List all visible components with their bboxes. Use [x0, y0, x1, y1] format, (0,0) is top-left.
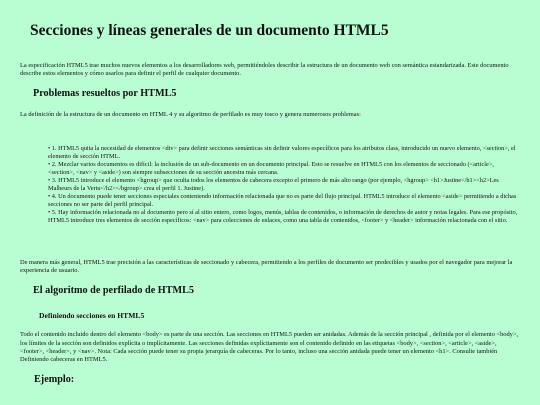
closing-paragraph: De manera más general, HTML5 trae precisión a las características de seccionado y cabecera, permitiendo a los perfiles de documento ser predecibles y usados por el navegador para mejorar la experiencia de usuario. [20, 259, 513, 275]
section-heading-problems: Problemas resueltos por HTML5 [33, 88, 177, 100]
list-item-text: 3. HTML5 introduce el elemento <hgroup> que oculta todos los elementos de cabecera excepto el primero de más alto rango (por ejemplo, <hgroup> <h1>Justine</h1><h2>Les Malheurs de la Vertu</h2></hgroup> crea el perfil 1. Justine). [48, 177, 499, 193]
list-item: • 5. Hay información relacionada no al documento pero sí al sitio entero, como logos, menús, tablas de contenidos, o información de derechos de autor y notas legales. Para ese propósito, HTML5 introduce tres elementos de sección específicos: <nav> para colecciones de enlaces, como una tabla de contenidos, <footer> y <header> información relacionada con el sitio. [48, 209, 518, 225]
subsection-heading-defining-sections: Definiendo secciones en HTML5 [39, 311, 145, 321]
problems-paragraph: La definición de la estructura de un documento en HTML 4 y su algoritmo de perfilado es muy tosco y genera numerosos problemas: [20, 111, 361, 119]
section-heading-example: Ejemplo: [34, 373, 75, 385]
page-title: Secciones y líneas generales de un documento HTML5 [30, 22, 389, 39]
list-item: • 1. HTML5 quita la necesidad de elementos <div> para definir secciones semánticas sin definir valores específicos para los atributos class, introducido un nuevo elemento, <section>, el elemento de sección HTML. [48, 145, 516, 161]
list-item-text: 5. Hay información relacionada no al documento pero sí al sitio entero, como logos, menús, tablas de contenidos, o información de derechos de autor y notas legales. Para ese propósito, HTML5 introduce tres elementos de sección específicos: <nav> para colecciones de enlaces, como una tabla de contenidos, <footer> y <header> información relacionada con el sitio. [48, 209, 518, 225]
list-item-text: 4. Un documento puede tener secciones especiales conteniendo información relacionada que no es parte del flujo principal. HTML5 introduce el elemento <aside> permitiendo a dichas secciones no ser parte del perfil principal. [48, 193, 517, 209]
problems-list [20, 145, 520, 225]
section-heading-algorithm: El algoritmo de perfilado de HTML5 [33, 285, 195, 297]
list-item: • 4. Un documento puede tener secciones especiales conteniendo información relacionada que no es parte del flujo principal. HTML5 introduce el elemento <aside> permitiendo a dichas secciones no ser parte del perfil principal. [48, 193, 517, 209]
list-item: • 3. HTML5 introduce el elemento <hgroup> que oculta todos los elementos de cabecera excepto el primero de más alto rango (por ejemplo, <hgroup> <h1>Justine</h1><h2>Les Malheurs de la Vertu</h2></hgroup> crea el perfil 1. Justine). [48, 177, 499, 193]
list-item: • 2. Mezclar varios documentos es difícil: la inclusión de un sub-documento en un documento principal. Esto se resuelve en HTML5 con los elementos de seccionado (<article>, <section>, <nav> y <aside>) son siempre subsecciones de su sección ancestra más cercana. [48, 161, 494, 177]
list-item-text: 1. HTML5 quita la necesidad de elementos <div> para definir secciones semánticas sin definir valores específicos para los atributos class, introducido un nuevo elemento, <section>, el elemento de sección HTML. [48, 145, 516, 161]
defining-sections-paragraph: Todo el contenido incluido dentro del elemento <body> es parte de una sección. Las secciones en HTML5 pueden ser anidadas. Además de la sección principal , definida por el elemento <body>, los límites de la sección son definidos explícita o implícitamente. Las secciones definidas explícitamente son el contenido definido en las etiquetas <body>, <section>, <article>, <aside>, <footer>, <header>, y <nav>. Nota: Cada sección puede tener su propia jerarquía de cabeceras. Por lo tanto, incluso una sección anidada puede tener un elemento <h1>. Consulte también Definiendo cabeceras en HTML5. [20, 331, 519, 363]
list-item-text: 2. Mezclar varios documentos es difícil: la inclusión de un sub-documento en un documento principal. Esto se resuelve en HTML5 con los elementos de seccionado (<article>, <section>, <nav> y <aside>) son siempre subsecciones de su sección ancestra más cercana. [48, 161, 494, 177]
intro-paragraph: La especificación HTML5 trae muchos nuevos elementos a los desarrolladores web, permitiéndoles describir la estructura de un documento web con semántica estandarizada. Este documento describe estos elementos y cómo usarlos para definir el perfil de cualquier documento. [20, 62, 509, 78]
